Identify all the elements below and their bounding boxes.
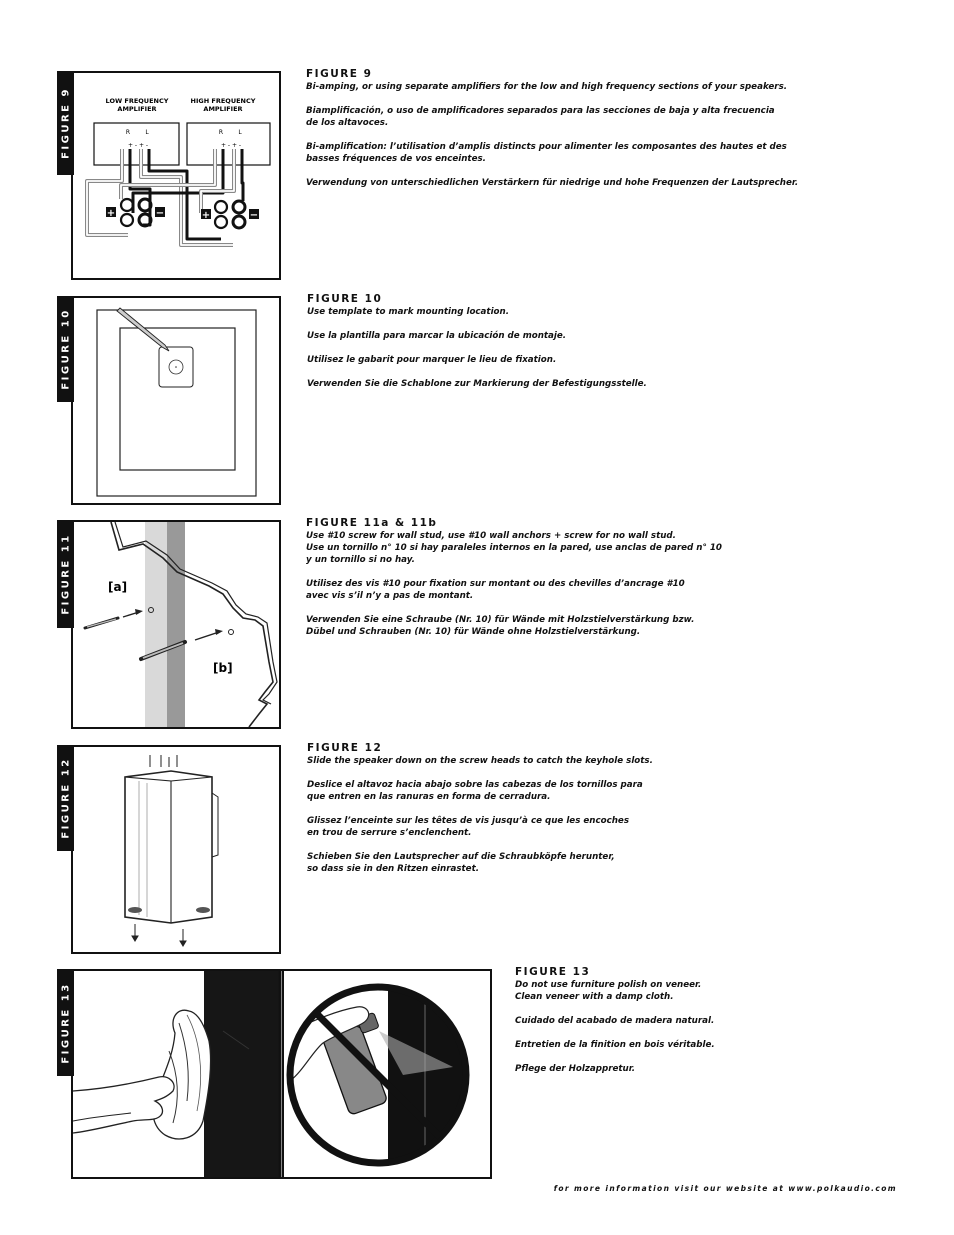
figure-11-tab-label: FIGURE 11	[60, 533, 71, 615]
figure-9-panel	[71, 71, 281, 280]
low-amp-label-2: AMPLIFIER	[117, 105, 157, 113]
figure-9-tab	[57, 71, 74, 175]
figure-13-line-es: Cuidado del acabado de madera natural.	[515, 1016, 715, 1026]
figure-13-line-en: Do not use furniture polish on veneer. Clean veneer with a damp cloth.	[515, 980, 702, 1002]
figure-10-title: FIGURE 10	[307, 293, 383, 305]
label-a: [a]	[108, 580, 128, 594]
figure-13-line-de: Pflege der Holzappretur.	[515, 1064, 636, 1074]
bi-amp-wiring-diagram	[73, 73, 279, 278]
figure-10-line-fr: Utilisez le gabarit pour marquer le lieu de fixation.	[307, 355, 557, 365]
website-footer: for more information visit our website at www.polkaudio.com	[553, 1184, 897, 1193]
figure-11-line-en-es: Use #10 screw for wall stud, use #10 wall anchors + screw for no wall stud. Use un tornillo n° 10 si hay paraleles internos en la pared, use anclas de pared n° 10 y un tornillo si no hay.	[306, 531, 722, 565]
figure-13-line-fr: Entretien de la finition en bois véritable.	[515, 1040, 715, 1050]
figure-12-panel	[71, 745, 281, 954]
low-amp-l: L	[145, 129, 149, 136]
template-marking-illustration	[73, 298, 279, 503]
figure-10-tab	[57, 296, 74, 402]
figure-11-panel	[71, 520, 281, 729]
label-b: [b]	[213, 661, 233, 675]
figure-10-line-de: Verwenden Sie die Schablone zur Markierung der Befestigungsstelle.	[307, 379, 647, 389]
figure-10-line-en: Use template to mark mounting location.	[307, 307, 510, 317]
high-amp-label-2: AMPLIFIER	[203, 105, 243, 113]
figure-12-tab-label: FIGURE 12	[60, 757, 71, 839]
veneer-cabinet	[204, 971, 280, 1177]
figure-10-panel	[71, 296, 281, 505]
figure-13-panel	[71, 969, 492, 1179]
right-minus-symbol: −	[249, 210, 259, 221]
figure-10-line-es: Use la plantilla para marcar la ubicación de montaje.	[307, 331, 567, 341]
figure-9-tab-label: FIGURE 9	[60, 87, 71, 159]
low-amp-r: R	[125, 129, 131, 136]
speaker-icon	[125, 771, 218, 923]
figure-13-tab	[57, 969, 74, 1076]
cloth-icon	[153, 1010, 211, 1139]
screw-mounting-illustration	[73, 522, 279, 727]
speaker-slide-illustration	[73, 747, 279, 952]
high-amp-terminals: + - + -	[220, 142, 242, 149]
low-amp-label-1: LOW FREQUENCY	[105, 97, 169, 105]
figure-11-line-de: Verwenden Sie eine Schraube (Nr. 10) für Wände mit Holzstielverstärkung bzw. Dübel und Schrauben (Nr. 10) für Wände ohne Holzstielverstärkung.	[306, 615, 695, 637]
figure-11-title: FIGURE 11a & 11b	[306, 517, 438, 529]
figure-13-tab-label: FIGURE 13	[60, 981, 71, 1064]
figure-12-line-fr: Glissez l’enceinte sur les têtes de vis jusqu’à ce que les encoches en trou de serrure s’enclenchent.	[307, 816, 629, 838]
figure-10-caption	[307, 293, 907, 402]
figure-12-line-es: Deslice el altavoz hacia abajo sobre las cabezas de los tornillos para que entren en las ranuras en forma de cerradura.	[307, 780, 643, 802]
down-arrows	[132, 924, 186, 946]
figure-9-title: FIGURE 9	[306, 68, 373, 80]
figure-11-line-fr: Utilisez des vis #10 pour fixation sur montant ou des chevilles d’ancrage #10 avec vis s’il n’y a pas de montant.	[306, 579, 685, 601]
figure-13-title: FIGURE 13	[515, 966, 591, 978]
figure-9-line-de: Verwendung von unterschiedlichen Verstärkern für niedrige und hohe Frequenzen der Lautsprecher.	[306, 178, 799, 188]
left-plus-symbol: +	[106, 208, 116, 219]
figure-10-tab-label: FIGURE 10	[60, 308, 71, 390]
figure-12-line-de: Schieben Sie den Lautsprecher auf die Schraubköpfe herunter, so dass sie in den Ritzen einrastet.	[307, 852, 615, 874]
pencil-icon	[117, 308, 169, 351]
veneer-care-illustration	[73, 971, 490, 1177]
figure-11-tab	[57, 520, 74, 628]
wall-outline	[97, 310, 256, 496]
figure-9-line-fr: Bi-amplification: l’utilisation d’amplis distincts pour alimenter les composantes des hautes et des basses fréquences de vos enceintes.	[306, 142, 787, 164]
figure-9-caption	[306, 68, 906, 201]
wall-stud-side	[167, 522, 185, 727]
figure-9-line-es: Biamplificación, o uso de amplificadores separados para las secciones de baja y alta frecuencia de los altavoces.	[306, 106, 775, 128]
high-amp-label-1: HIGH FREQUENCY	[190, 97, 256, 105]
low-amp-terminals: + - + -	[127, 142, 149, 149]
figure-13-caption	[515, 966, 915, 1087]
left-minus-symbol: −	[155, 208, 165, 219]
figure-11-caption	[306, 517, 906, 650]
high-amp-r: R	[218, 129, 224, 136]
high-amp-l: L	[238, 129, 242, 136]
figure-12-caption	[307, 742, 907, 887]
figure-12-tab	[57, 745, 74, 851]
figure-12-line-en: Slide the speaker down on the screw heads to catch the keyhole slots.	[307, 756, 653, 766]
speaker-template	[120, 328, 235, 470]
screw-a-icon	[85, 608, 154, 629]
figure-12-title: FIGURE 12	[307, 742, 383, 754]
figure-9-line-en: Bi-amping, or using separate amplifiers for the low and high frequency sections of your speakers.	[306, 82, 788, 92]
right-plus-symbol: +	[201, 210, 211, 221]
down-motion-lines	[150, 755, 177, 767]
